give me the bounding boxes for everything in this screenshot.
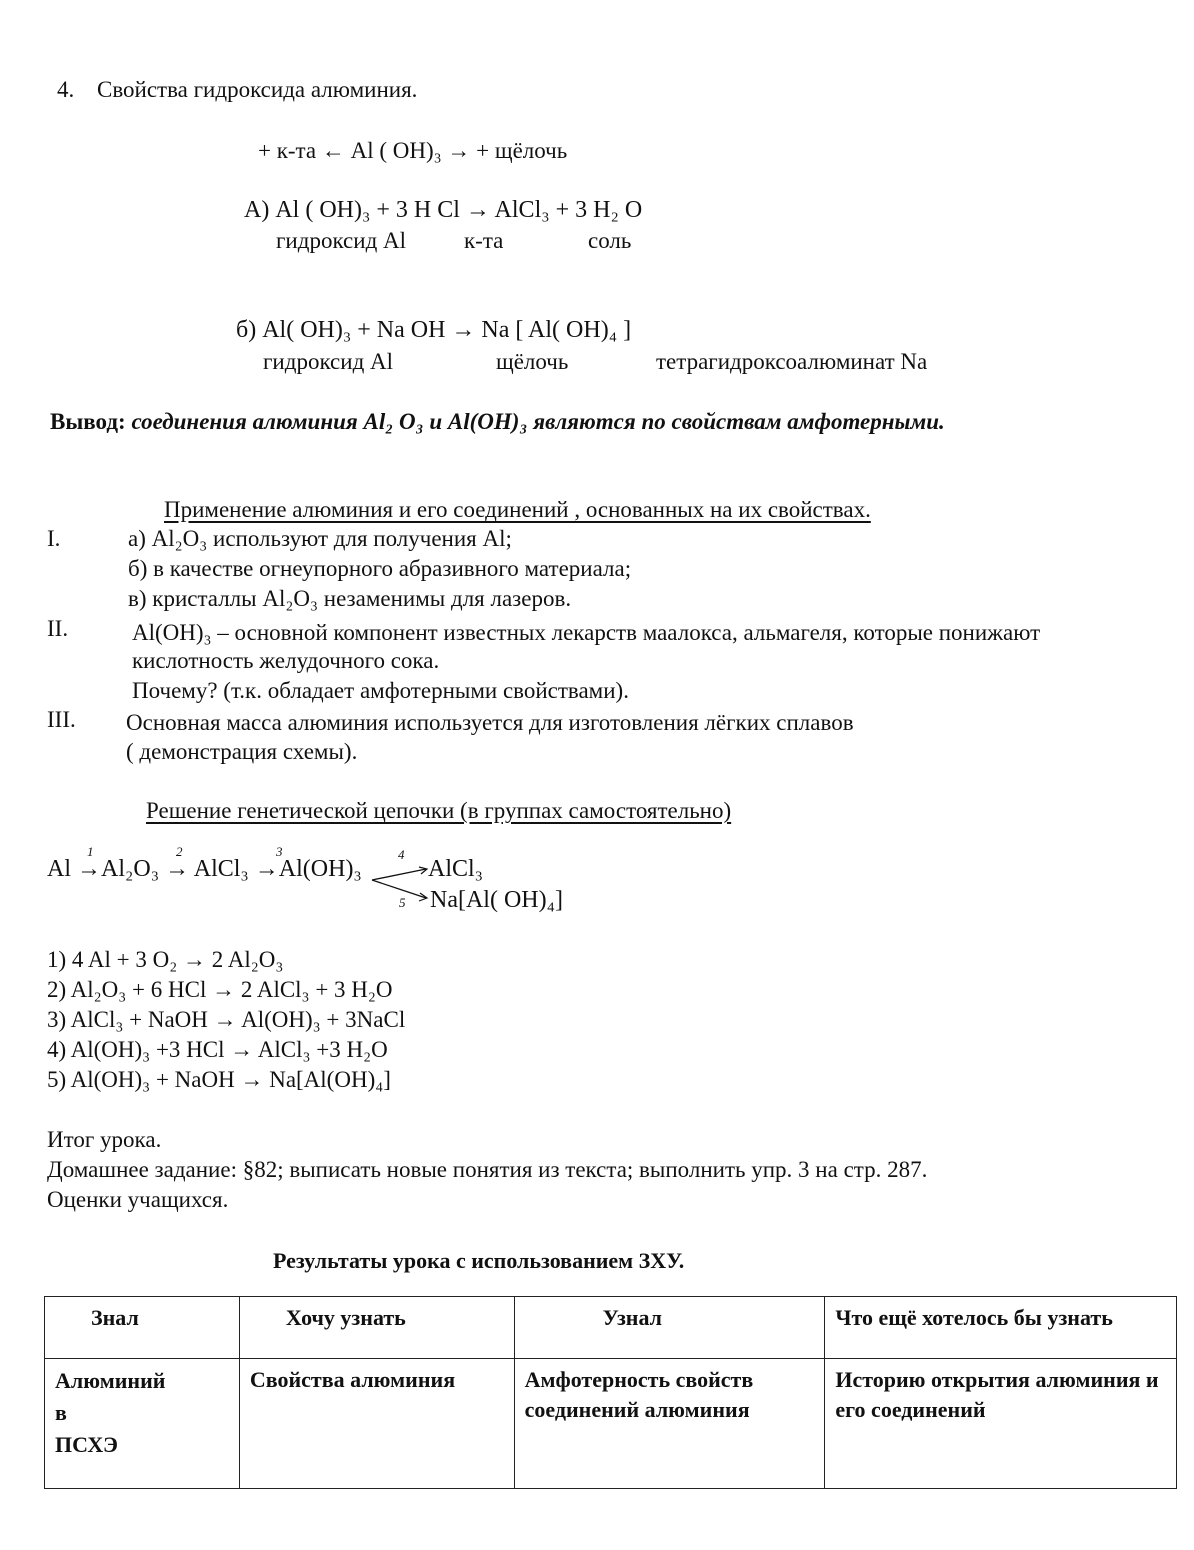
conclusion-label: Вывод: xyxy=(50,409,126,434)
chain-branch-arrows xyxy=(370,860,440,910)
table-header-cell: Хочу узнать xyxy=(239,1297,514,1359)
reaction-a-label-salt: соль xyxy=(588,228,632,253)
application-line: а) Al₂O₃ используют для получения Al; xyxy=(128,526,512,551)
chain-step-number: 3 xyxy=(276,844,283,859)
table-cell: Свойства алюминия xyxy=(239,1359,514,1489)
section-number: 4. xyxy=(57,77,75,102)
chain-equation: 3) AlCl₃ + NaOH → Al(OH)₃ + 3NaCl xyxy=(47,1007,406,1032)
table-header-cell: Узнал xyxy=(514,1297,825,1359)
table-row xyxy=(45,1359,1177,1489)
chain-heading: Решение генетической цепочки (в группах самостоятельно) xyxy=(146,798,732,823)
application-numeral-1: I. xyxy=(47,526,61,551)
reaction-b-label-product: тетрагидроксоалюминат Na xyxy=(656,349,928,374)
conclusion-text: соединения алюминия Al₂ O₃ и Al(OH)₃ являются по свойствам амфотерными. xyxy=(131,409,945,434)
chain-equation: 2) Al₂O₃ + 6 HCl → 2 AlCl₃ + 3 H₂O xyxy=(47,977,393,1002)
summary-line: Домашнее задание: §82; выписать новые понятия из текста; выполнить упр. 3 на стр. 287. xyxy=(47,1157,928,1182)
amphoteric-scheme: + к-та ← Al ( OH)₃ → + щёлочь xyxy=(258,138,568,163)
chain-step-number: 5 xyxy=(399,895,406,910)
application-numeral-3: III. xyxy=(47,707,76,732)
chain-line: Al →Al₂O₃ → AlCl₃ →Al(OH)₃ xyxy=(47,856,362,882)
application-numeral-2: II. xyxy=(47,616,69,641)
table-cell: Историю открытия алюминия и его соединений xyxy=(825,1359,1177,1489)
reaction-a-label-hydroxide: гидроксид Al xyxy=(276,228,407,253)
summary-line: Итог урока. xyxy=(47,1127,162,1152)
reaction-b-label-alkali: щёлочь xyxy=(496,349,569,374)
table-cell: Амфотерность свойств соединений алюминия xyxy=(514,1359,825,1489)
chain-equation: 1) 4 Al + 3 O₂ → 2 Al₂O₃ xyxy=(47,947,284,972)
chain-step-number: 1 xyxy=(87,844,94,859)
application-line: ( демонстрация схемы). xyxy=(126,739,358,764)
chain-step-number: 2 xyxy=(176,844,183,859)
chain-branch-bottom: Na[Al( OH)₄] xyxy=(430,887,563,913)
reaction-a-label-acid: к-та xyxy=(464,228,504,253)
application-heading: Применение алюминия и его соединений , основанных на их свойствах. xyxy=(164,497,871,522)
table-header-row xyxy=(45,1297,1177,1359)
zxu-table xyxy=(44,1296,1177,1489)
chain-equation: 4) Al(OH)₃ +3 HCl → AlCl₃ +3 H₂O xyxy=(47,1037,388,1062)
conclusion xyxy=(50,410,945,433)
table-header-cell: Знал xyxy=(45,1297,240,1359)
section-title: Свойства гидроксида алюминия. xyxy=(97,77,418,102)
application-line: б) в качестве огнеупорного абразивного материала; xyxy=(128,556,632,581)
chain-step-number: 4 xyxy=(398,847,405,862)
zxu-title: Результаты урока с использованием ЗХУ. xyxy=(273,1248,685,1273)
application-line: Почему? (т.к. обладает амфотерными свойствами). xyxy=(132,678,629,703)
application-line: Al(OH)₃ – основной компонент известных лекарств маалокса, альмагеля, которые понижают xyxy=(132,620,1041,645)
reaction-b-equation: б) Al( OH)₃ + Na OH → Na [ Al( OH)₄ ] xyxy=(236,317,632,343)
chain-branch-top: AlCl₃ xyxy=(428,856,484,882)
application-line: в) кристаллы Al₂O₃ незаменимы для лазеров. xyxy=(128,586,572,611)
summary-line: Оценки учащихся. xyxy=(47,1187,229,1212)
table-header-cell: Что ещё хотелось бы узнать xyxy=(825,1297,1177,1359)
reaction-a-equation: А) Al ( OH)₃ + 3 H Cl → AlCl₃ + 3 H₂ O xyxy=(244,197,643,223)
table-cell: Алюминий в ПСХЭ xyxy=(45,1359,240,1489)
chain-equation: 5) Al(OH)₃ + NaOH → Na[Al(OH)₄] xyxy=(47,1067,391,1092)
reaction-b-label-hydroxide: гидроксид Al xyxy=(263,349,394,374)
application-line: кислотность желудочного сока. xyxy=(132,648,440,673)
application-line: Основная масса алюминия используется для изготовления лёгких сплавов xyxy=(126,710,854,735)
